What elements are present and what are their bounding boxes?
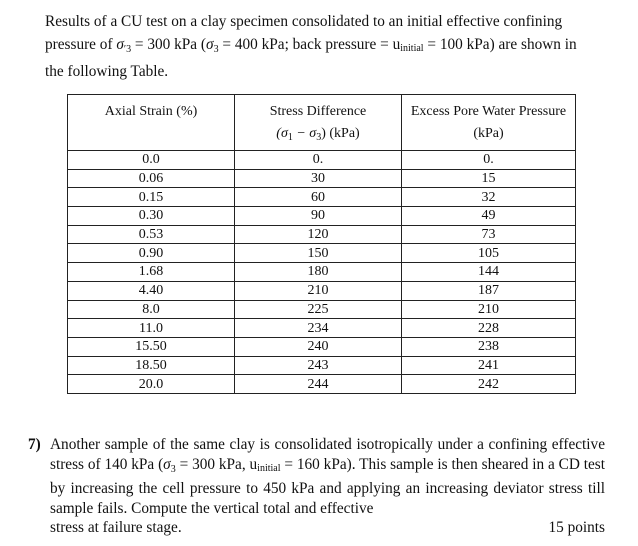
- cell-pore-pressure: 242: [402, 375, 576, 394]
- cell-pore-pressure: 49: [402, 207, 576, 226]
- cell-pore-pressure: 15: [402, 169, 576, 188]
- cell-axial-strain: 0.90: [68, 244, 235, 263]
- table-row: [68, 319, 576, 338]
- header-stress-difference: [235, 95, 402, 151]
- header-label: Excess Pore Water Pressure: [410, 104, 567, 119]
- cell-axial-strain: 0.0: [68, 151, 235, 170]
- table-row: [68, 151, 576, 170]
- u-symbol: u: [249, 455, 258, 473]
- header-label: Stress Difference: [269, 104, 367, 119]
- subscript-3: 3: [316, 132, 322, 143]
- cell-stress-difference: 30: [235, 169, 402, 188]
- cell-pore-pressure: 210: [402, 300, 576, 319]
- header-pore-pressure: [402, 95, 576, 151]
- results-table: [67, 94, 576, 394]
- intro-text: = 300 kPa (: [131, 35, 207, 53]
- intro-text: = 100 kPa) are shown in: [423, 35, 577, 53]
- intro-text: = 400 kPa; back pressure =: [218, 35, 393, 53]
- intro-line-2: [45, 34, 623, 62]
- table-header-row: [68, 95, 576, 151]
- problem-intro: [45, 11, 623, 84]
- prime-mark: ′: [123, 43, 127, 55]
- question-text: = 300 kPa,: [175, 455, 250, 473]
- cell-axial-strain: 11.0: [68, 319, 235, 338]
- subscript-3: 3: [213, 43, 219, 55]
- formula-part: − σ: [292, 126, 317, 141]
- table-row: [68, 263, 576, 282]
- subscript-3: 3: [170, 463, 176, 475]
- header-unit: (kPa): [473, 126, 504, 141]
- question-body: [50, 435, 605, 538]
- table-row: [68, 207, 576, 226]
- cell-pore-pressure: 105: [402, 244, 576, 263]
- u-subscript: initial: [400, 42, 424, 54]
- table-body: [68, 151, 576, 394]
- cell-stress-difference: 243: [235, 356, 402, 375]
- cell-stress-difference: 225: [235, 300, 402, 319]
- cell-pore-pressure: 144: [402, 263, 576, 282]
- cell-pore-pressure: 187: [402, 281, 576, 300]
- cell-stress-difference: 240: [235, 337, 402, 356]
- u-symbol: u: [392, 35, 401, 53]
- table-row: [68, 300, 576, 319]
- table-row: [68, 337, 576, 356]
- question-last-line: [50, 518, 605, 538]
- question-number: 7): [28, 436, 41, 453]
- cell-pore-pressure: 238: [402, 337, 576, 356]
- header-label: Axial Strain (%): [104, 104, 198, 119]
- cell-pore-pressure: 32: [402, 188, 576, 207]
- intro-line-3: the following Table.: [45, 63, 169, 80]
- question-text: Another sample of the same clay is consolidated isotropically under a confining effective stress of 140 kPa (: [50, 436, 605, 473]
- cell-axial-strain: 1.68: [68, 263, 235, 282]
- question-text: stress at failure stage.: [50, 519, 182, 537]
- question-7: [28, 435, 605, 538]
- formula-part: ) (kPa): [321, 126, 360, 141]
- sigma-symbol: σ: [116, 35, 124, 53]
- table-row: [68, 225, 576, 244]
- formula-part: (σ: [276, 126, 288, 141]
- cell-stress-difference: 244: [235, 375, 402, 394]
- cell-pore-pressure: 241: [402, 356, 576, 375]
- cell-axial-strain: 0.30: [68, 207, 235, 226]
- header-axial-strain: [68, 95, 235, 151]
- sigma-symbol: σ: [206, 35, 214, 53]
- cell-pore-pressure: 228: [402, 319, 576, 338]
- cell-stress-difference: 150: [235, 244, 402, 263]
- cell-stress-difference: 90: [235, 207, 402, 226]
- header-formula: [235, 123, 401, 149]
- table-row: [68, 188, 576, 207]
- cell-stress-difference: 60: [235, 188, 402, 207]
- cell-axial-strain: 15.50: [68, 337, 235, 356]
- cell-pore-pressure: 73: [402, 225, 576, 244]
- subscript-1: 1: [287, 132, 293, 143]
- question-text: = 160 kPa). This sample is then sheared in a CD test by increasing the cell pressure to 450 kPa and applying an increasing deviator stress till sample fails. Compute the vertical total and effective: [50, 455, 605, 517]
- subscript-3: 3: [126, 43, 132, 55]
- u-subscript: initial: [257, 462, 281, 474]
- cell-axial-strain: 0.06: [68, 169, 235, 188]
- cell-axial-strain: 18.50: [68, 356, 235, 375]
- cell-stress-difference: 120: [235, 225, 402, 244]
- intro-text: pressure of: [45, 35, 113, 53]
- intro-line-1: Results of a CU test on a clay specimen consolidated to an initial effective confining: [45, 13, 563, 30]
- cell-axial-strain: 4.40: [68, 281, 235, 300]
- table-row: [68, 244, 576, 263]
- table-row: [68, 356, 576, 375]
- cell-pore-pressure: 0.: [402, 151, 576, 170]
- table-row: [68, 375, 576, 394]
- cell-axial-strain: 0.15: [68, 188, 235, 207]
- cell-axial-strain: 20.0: [68, 375, 235, 394]
- cell-stress-difference: 0.: [235, 151, 402, 170]
- cell-axial-strain: 8.0: [68, 300, 235, 319]
- sigma-symbol: σ: [163, 455, 171, 473]
- cell-stress-difference: 210: [235, 281, 402, 300]
- cell-stress-difference: 180: [235, 263, 402, 282]
- cell-axial-strain: 0.53: [68, 225, 235, 244]
- cell-stress-difference: 234: [235, 319, 402, 338]
- table-row: [68, 281, 576, 300]
- table-row: [68, 169, 576, 188]
- question-points: 15 points: [548, 519, 605, 537]
